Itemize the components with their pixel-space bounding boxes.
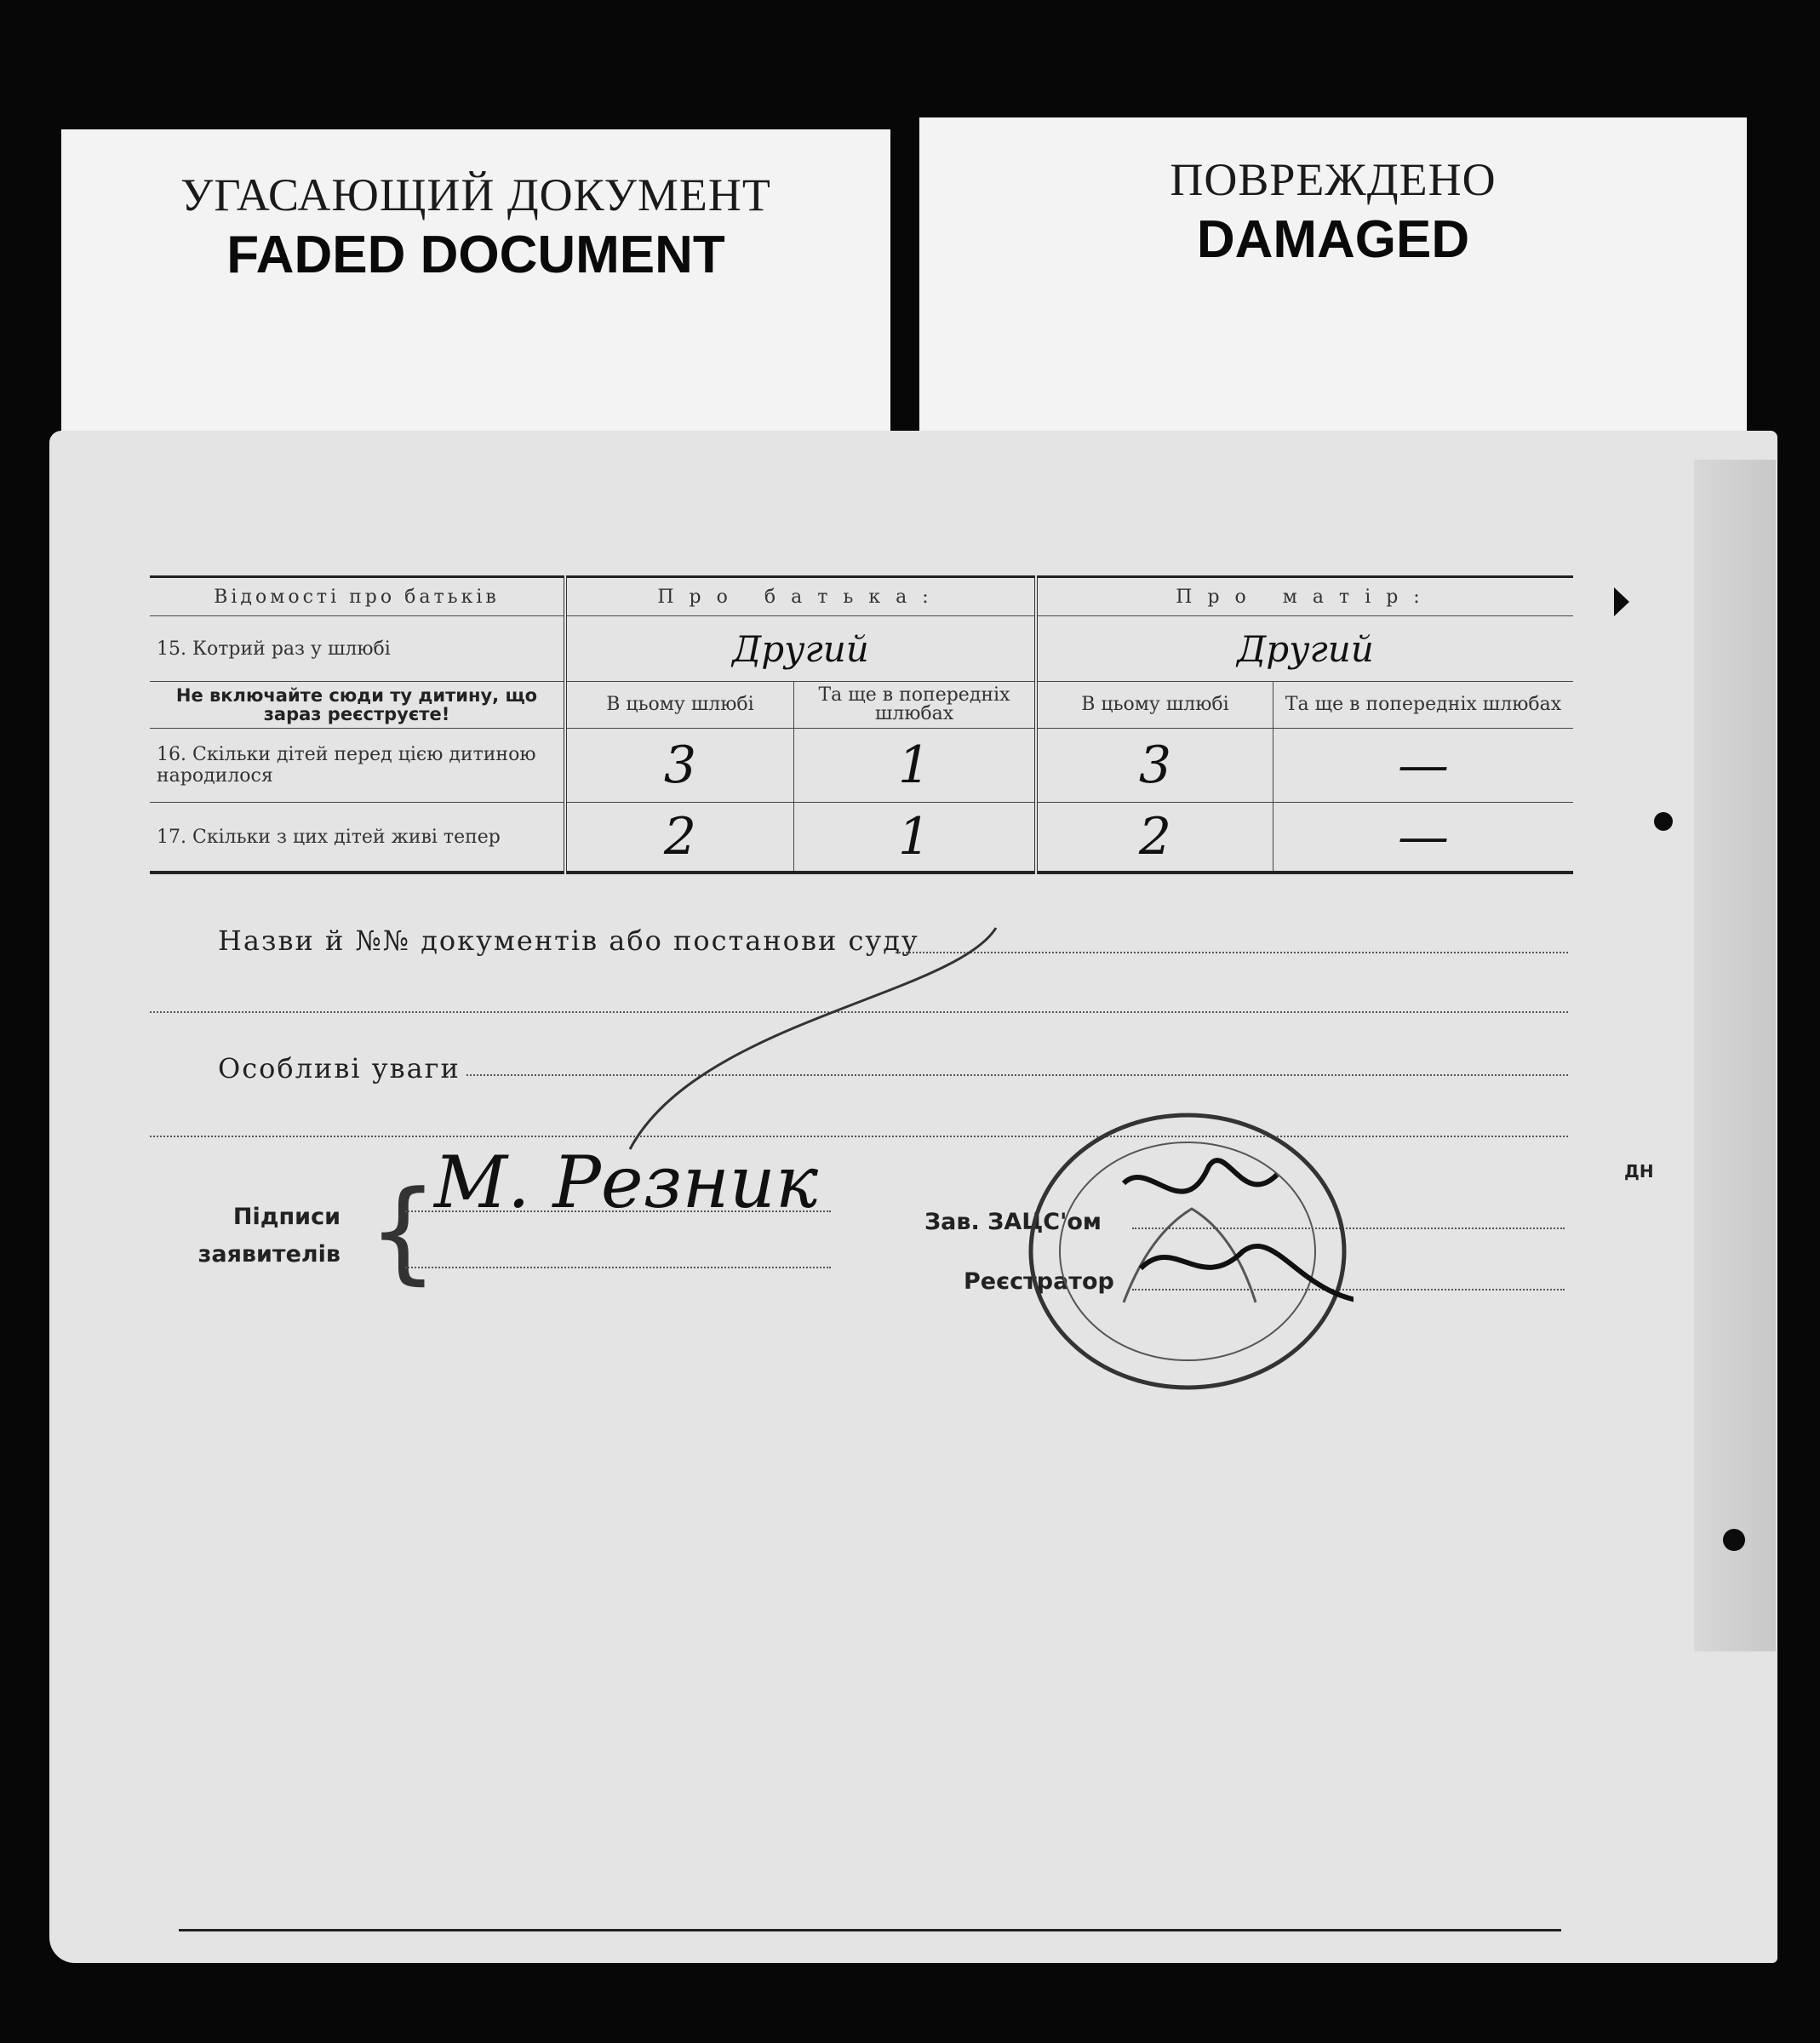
mother-previous-marriages-header: Та ще в попередніх шлюбах (1273, 682, 1574, 729)
father-children-alive-previous: 1 (794, 803, 1037, 873)
row-children-alive (150, 803, 1573, 873)
exclude-child-note: Не включайте сюди ту дитину, що зараз реєструєте! (150, 682, 565, 729)
parents-info-table (150, 575, 1573, 874)
damaged-label-en: DAMAGED (1196, 210, 1470, 269)
marriage-count-label: 15. Котрий раз у шлюбі (150, 616, 565, 682)
mother-children-alive-this: 2 (1036, 803, 1273, 873)
table-header-row (150, 577, 1573, 616)
children-born-label: 16. Скільки дітей перед цією дитиною народилося (150, 729, 565, 803)
row-children-born (150, 729, 1573, 803)
faded-document-label-ru: УГАСАЮЩИЙ ДОКУМЕНТ (180, 169, 771, 220)
diagonal-pen-stroke (596, 919, 1004, 1158)
registry-head-label: Зав. ЗАЦС'ом (924, 1209, 1102, 1235)
mother-children-born-previous: — (1273, 729, 1574, 803)
father-children-born-previous: 1 (794, 729, 1037, 803)
father-previous-marriages-header: Та ще в попередніх шлюбах (794, 682, 1037, 729)
parents-info-header: Відомості про батьків (150, 577, 565, 616)
faded-document-card (61, 129, 890, 436)
mother-children-alive-previous: — (1273, 803, 1574, 873)
punch-hole (1654, 812, 1673, 831)
applicant-signature: М. Резник (434, 1141, 819, 1224)
father-this-marriage-header: В цьому шлюбі (565, 682, 794, 729)
mother-marriage-count: Другий (1036, 616, 1573, 682)
remarks-field-label: Особливі уваги (218, 1052, 461, 1084)
damaged-label-ru: ПОВРЕЖДЕНО (1170, 154, 1497, 205)
damaged-card (919, 117, 1747, 441)
father-header: Про батька: (565, 577, 1036, 616)
official-stamp (1022, 1107, 1354, 1396)
mother-children-born-this: 3 (1036, 729, 1273, 803)
father-children-alive-this: 2 (565, 803, 794, 873)
faded-document-label-en: FADED DOCUMENT (226, 226, 725, 284)
mother-this-marriage-header: В цьому шлюбі (1036, 682, 1273, 729)
margin-mark: ДН (1624, 1161, 1654, 1182)
mother-header: Про матір: (1036, 577, 1573, 616)
row-marriage-count (150, 616, 1573, 682)
applicant-signature-line-2 (405, 1267, 831, 1268)
applicants-signature-label: Підписи заявителів (197, 1204, 341, 1268)
signature-brace: { (368, 1166, 438, 1296)
sheet-torn-edge (1694, 460, 1776, 1651)
documents-field-label: Назви й №№ документів або постанови суду (218, 924, 919, 957)
table-subheader-row (150, 682, 1573, 729)
punch-hole (1723, 1529, 1745, 1551)
registrar-label: Реєстратор (964, 1268, 1114, 1295)
father-children-born-this: 3 (565, 729, 794, 803)
children-alive-label: 17. Скільки з цих дітей живі тепер (150, 803, 565, 873)
father-marriage-count: Другий (565, 616, 1036, 682)
bottom-rule (179, 1929, 1561, 1931)
